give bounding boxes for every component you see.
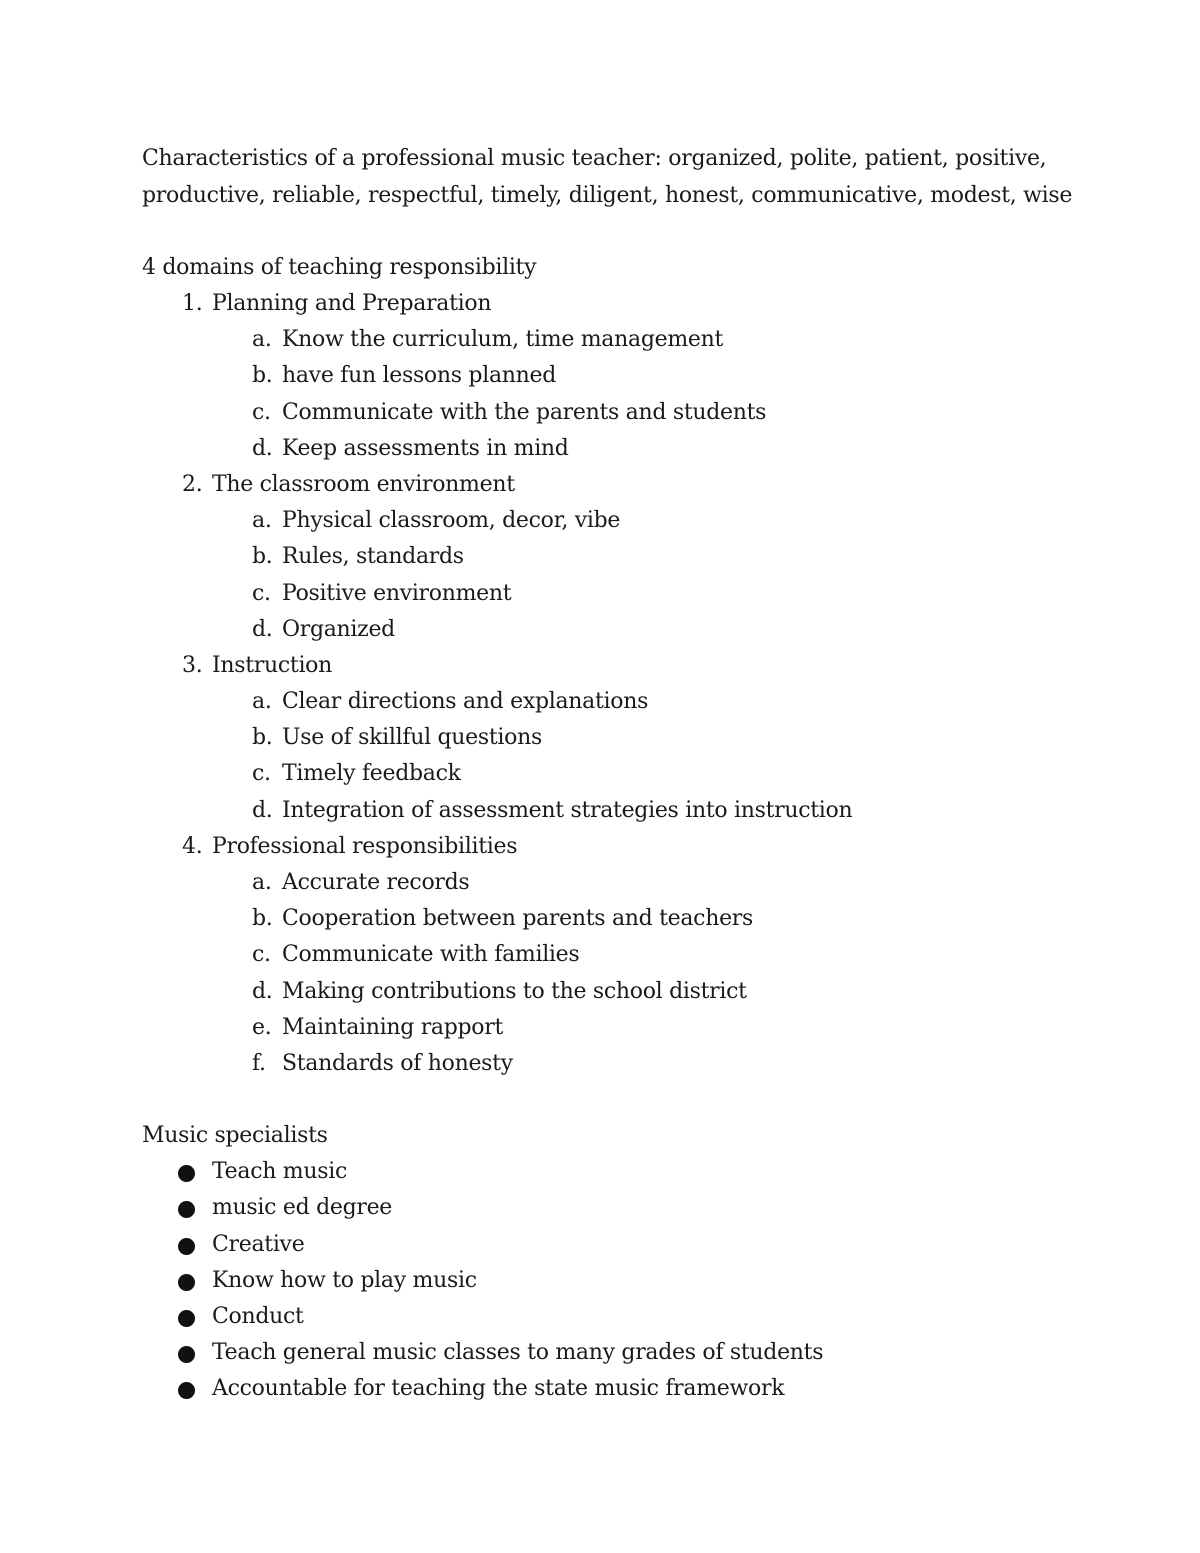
- subitem-label: Timely feedback: [282, 761, 461, 787]
- subitem-label: Keep assessments in mind: [282, 435, 569, 461]
- list-item: [142, 1371, 1102, 1407]
- subitem-label: Accurate records: [282, 870, 470, 895]
- list-letter: a.: [252, 689, 272, 715]
- subitem-label: Communicate with the parents and students: [282, 399, 767, 425]
- domain-subitem: [142, 612, 1102, 648]
- domain-subitem: [142, 974, 1102, 1010]
- list-item-label: Accountable for teaching the state music framework: [212, 1376, 785, 1402]
- domain-subitem: [142, 756, 1102, 792]
- list-item: [142, 1335, 1102, 1371]
- intro-line-1: Characteristics of a professional music teacher: organized, polite, patient, positive,: [142, 146, 1047, 171]
- domain-item: [142, 467, 1102, 503]
- bullet-icon: [142, 1263, 212, 1299]
- list-letter: b.: [252, 544, 273, 570]
- list-letter: c.: [252, 399, 271, 425]
- subitem-label: Use of skillful questions: [282, 725, 542, 751]
- list-item-label: Creative: [212, 1231, 305, 1257]
- domain-subitem: [142, 937, 1102, 973]
- list-number: 2.: [182, 471, 203, 497]
- list-letter: e.: [252, 1014, 272, 1040]
- intro-line-2: productive, reliable, respectful, timely, diligent, honest, communicative, modest, wise: [142, 183, 1073, 208]
- list-item: [142, 1154, 1102, 1190]
- domain-subitem: [142, 431, 1102, 467]
- document-page: [142, 140, 1102, 1407]
- domain-subitem: [142, 539, 1102, 575]
- subitem-label: Physical classroom, decor, vibe: [282, 508, 621, 534]
- domain-label: Planning and Preparation: [212, 291, 492, 316]
- list-letter: d.: [252, 797, 273, 823]
- subitem-label: Standards of honesty: [282, 1050, 513, 1076]
- list-number: 3.: [182, 652, 203, 678]
- list-letter: b.: [252, 363, 273, 389]
- subitem-label: Making contributions to the school district: [282, 978, 747, 1004]
- list-letter: d.: [252, 978, 273, 1004]
- domain-subitem: [142, 865, 1102, 901]
- bullet-icon: [142, 1154, 212, 1190]
- bullet-icon: [142, 1335, 212, 1371]
- list-item: [142, 1299, 1102, 1335]
- subitem-label: have fun lessons planned: [282, 363, 557, 389]
- domains-list: [142, 286, 1102, 1082]
- subitem-label: Positive environment: [282, 580, 512, 606]
- subitem-label: Integration of assessment strategies into instruction: [282, 797, 853, 823]
- domain-subitem: [142, 576, 1102, 612]
- subitem-label: Rules, standards: [282, 544, 464, 570]
- list-letter: b.: [252, 725, 273, 751]
- domain-subitem: [142, 1046, 1102, 1082]
- subitem-label: Communicate with families: [282, 942, 580, 968]
- domain-subitem: [142, 395, 1102, 431]
- domain-subitem: [142, 322, 1102, 358]
- subitem-label: Organized: [282, 616, 395, 642]
- list-item: [142, 1190, 1102, 1226]
- list-letter: d.: [252, 435, 273, 461]
- list-item-label: Know how to play music: [212, 1267, 477, 1293]
- list-letter: f.: [252, 1050, 266, 1076]
- list-letter: c.: [252, 942, 271, 968]
- domain-label: The classroom environment: [212, 471, 515, 497]
- domain-subitem: [142, 720, 1102, 756]
- domain-subitem: [142, 503, 1102, 539]
- list-letter: c.: [252, 761, 271, 787]
- list-letter: d.: [252, 616, 273, 642]
- intro-paragraph: [142, 140, 1102, 214]
- domain-item: [142, 648, 1102, 684]
- domain-subitem: [142, 684, 1102, 720]
- bullet-icon: [142, 1190, 212, 1226]
- domain-subitem: [142, 1010, 1102, 1046]
- bullet-icon: [142, 1227, 212, 1263]
- domain-subitem: [142, 358, 1102, 394]
- list-item-label: Teach music: [212, 1159, 347, 1185]
- specialists-heading: Music specialists: [142, 1123, 328, 1149]
- list-number: 4.: [182, 833, 203, 859]
- domain-label: Professional responsibilities: [212, 833, 518, 859]
- subitem-label: Maintaining rapport: [282, 1014, 503, 1040]
- list-letter: b.: [252, 906, 273, 932]
- domain-subitem: [142, 793, 1102, 829]
- list-number: 1.: [182, 291, 203, 316]
- domain-item: [142, 829, 1102, 865]
- list-item-label: music ed degree: [212, 1195, 393, 1221]
- domains-heading: 4 domains of teaching responsibility: [142, 255, 537, 280]
- specialists-list: [142, 1154, 1102, 1407]
- list-item: [142, 1263, 1102, 1299]
- list-letter: a.: [252, 870, 272, 895]
- subitem-label: Cooperation between parents and teachers: [282, 906, 754, 932]
- list-item: [142, 1227, 1102, 1263]
- subitem-label: Know the curriculum, time management: [282, 327, 724, 353]
- list-item-label: Teach general music classes to many grades of students: [212, 1340, 824, 1366]
- bullet-icon: [142, 1299, 212, 1335]
- list-letter: c.: [252, 580, 271, 606]
- list-letter: a.: [252, 508, 272, 534]
- domain-label: Instruction: [212, 652, 332, 678]
- bullet-icon: [142, 1371, 212, 1407]
- list-letter: a.: [252, 327, 272, 353]
- subitem-label: Clear directions and explanations: [282, 689, 649, 715]
- domain-subitem: [142, 901, 1102, 937]
- domain-item: [142, 286, 1102, 322]
- list-item-label: Conduct: [212, 1303, 304, 1329]
